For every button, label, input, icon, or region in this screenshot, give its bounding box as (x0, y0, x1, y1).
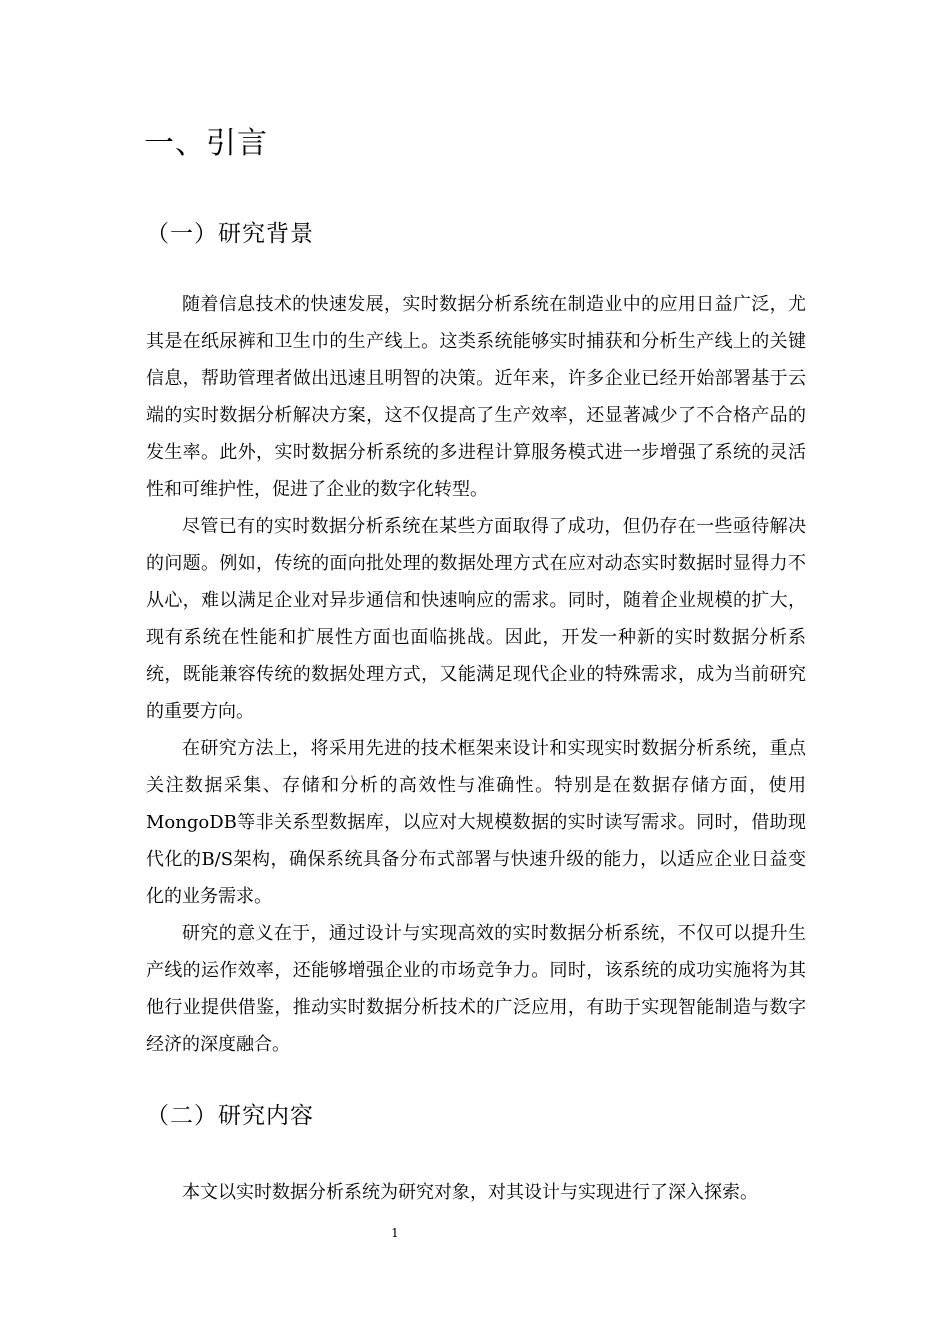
section-heading-content: （二）研究内容 (146, 1103, 314, 1129)
paragraph: 随着信息技术的快速发展，实时数据分析系统在制造业中的应用日益广泛，尤其是在纸尿裤和卫生巾的生产线上。这类系统能够实时捕获和分析生产线上的关键信息，帮助管理者做出迅速且明智的决策。近年来，许多企业已经开始部署基于云端的实时数据分析解决方案，这不仅提高了生产效率，还显著减少了不合格产品的发生率。此外，实时数据分析系统的多进程计算服务模式进一步增强了系统的灵活性和可维护性，促进了企业的数字化转型。 (146, 294, 806, 500)
chapter-heading: 一、引言 (144, 126, 268, 161)
paragraph: 研究的意义在于，通过设计与实现高效的实时数据分析系统，不仅可以提升生产线的运作效率，还能够增强企业的市场竞争力。同时，该系统的成功实施将为其他行业提供借鉴，推动实时数据分析技术的广泛应用，有助于实现智能制造与数字经济的深度融合。 (146, 923, 806, 1055)
section-content-body (146, 1174, 806, 1211)
page-number: 1 (391, 1226, 399, 1240)
section-background-body (146, 286, 806, 1063)
paragraph: 尽管已有的实时数据分析系统在某些方面取得了成功，但仍存在一些亟待解决的问题。例如，传统的面向批处理的数据处理方式在应对动态实时数据时显得力不从心，难以满足企业对异步通信和快速响应的需求。同时，随着企业规模的扩大，现有系统在性能和扩展性方面也面临挑战。因此，开发一种新的实时数据分析系统，既能兼容传统的数据处理方式，又能满足现代企业的特殊需求，成为当前研究的重要方向。 (146, 516, 806, 722)
section-heading-background: （一）研究背景 (146, 221, 314, 247)
paragraph: 本文以实时数据分析系统为研究对象，对其设计与实现进行了深入探索。 (182, 1182, 758, 1203)
paragraph: 在研究方法上，将采用先进的技术框架来设计和实现实时数据分析系统，重点关注数据采集、存储和分析的高效性与准确性。特别是在数据存储方面，使用MongoDB等非关系型数据库，以应对大规模数据的实时读写需求。同时，借助现代化的B/S架构，确保系统具备分布式部署与快速升级的能力，以适应企业日益变化的业务需求。 (146, 738, 806, 907)
